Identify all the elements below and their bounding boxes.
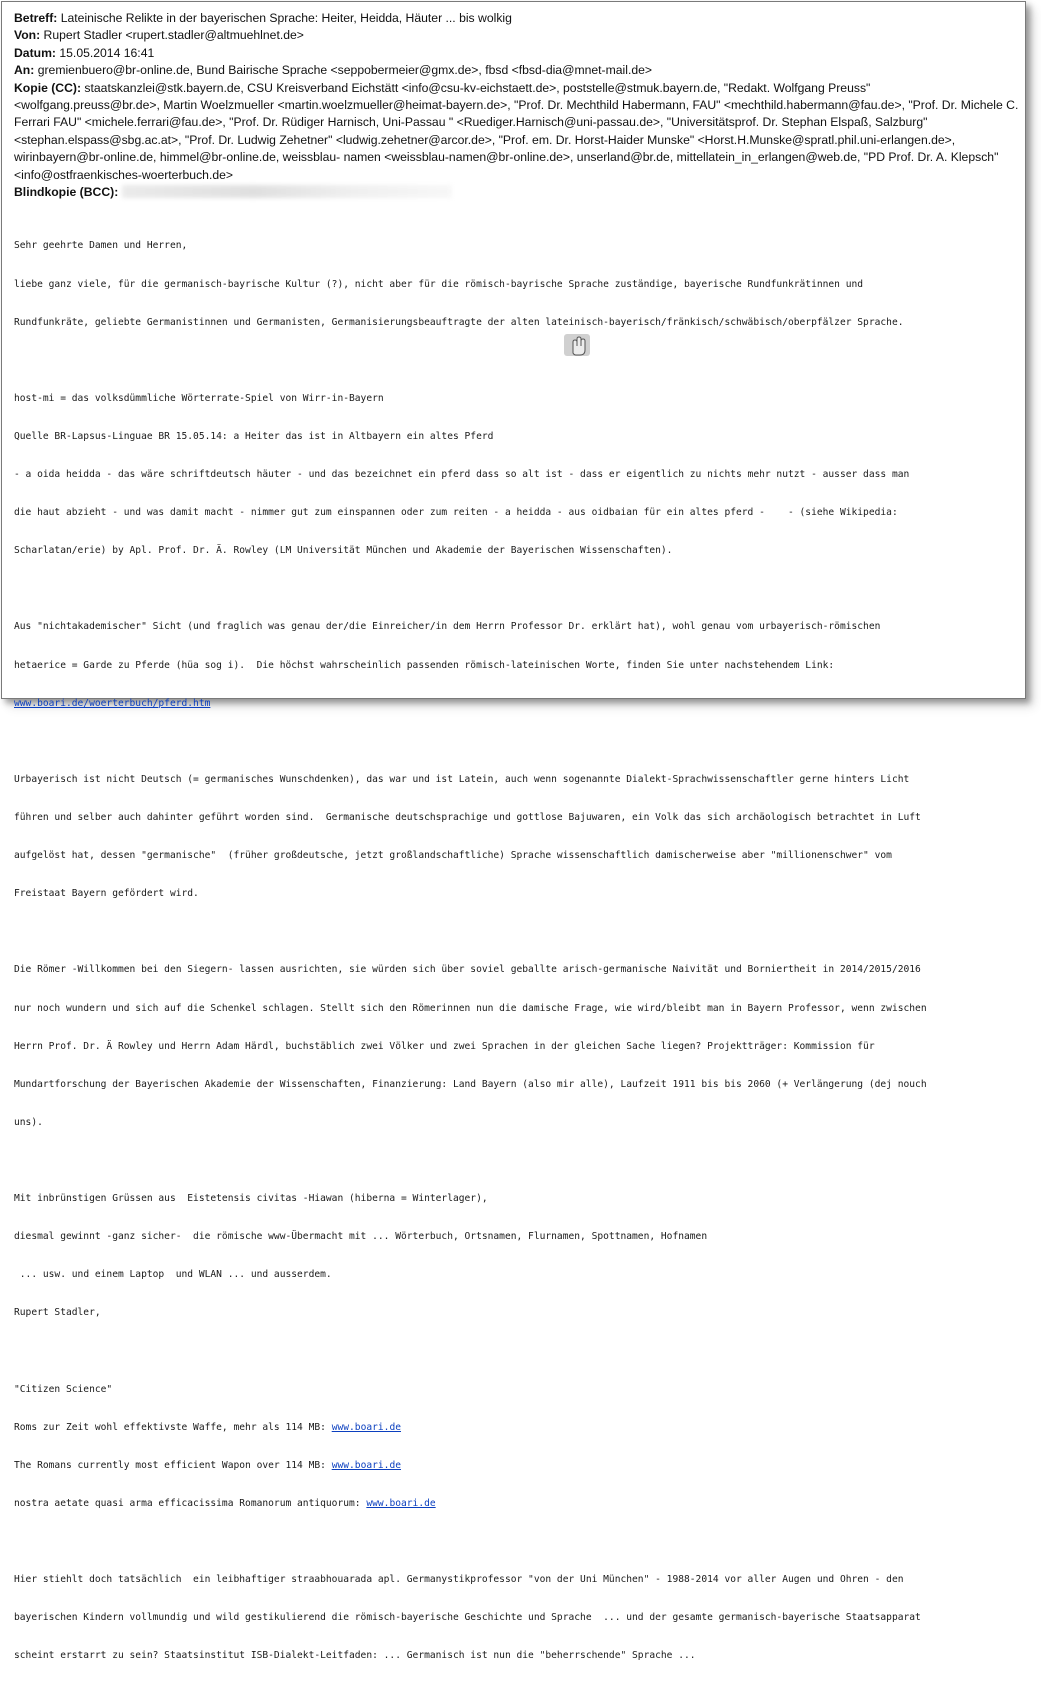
body-line: Quelle BR-Lapsus-Linguae BR 15.05.14: a Heiter das ist in Altbayern ein altes Pferd (14, 430, 494, 442)
email-body (14, 215, 1024, 1701)
urbayerisch-paragraph (14, 748, 1024, 926)
body-line: - a oida heidda - das wäre schriftdeutsch häuter - und das bezeichnet ein pferd dass so alt ist - dass er eigentlich zu nichts mehr nutzt - ausser dass man (14, 469, 910, 481)
to-row (14, 62, 1019, 79)
body-text: Roms zur Zeit wohl effektivste Waffe, mehr als 114 MB: (14, 1421, 332, 1433)
date-value: 15.05.2014 16:41 (55, 45, 155, 60)
subject-row (14, 10, 1019, 27)
pferd-link[interactable]: www.boari.de/woerterbuch/pferd.htm (14, 697, 211, 709)
body-line (14, 1460, 1024, 1473)
date-row (14, 45, 1019, 62)
from-value: Rupert Stadler <rupert.stadler@altmuehlnet.de> (40, 28, 304, 43)
from-row (14, 27, 1019, 44)
body-line-link (14, 698, 1024, 711)
body-line: bayerischen Kindern vollmundig und wild gestikulierend die römisch-bayerische Geschichte und Sprache ... und der gesamte germanisch-bayerische Staatsapparat (14, 1612, 921, 1624)
hand-cursor-icon (563, 331, 593, 359)
bcc-row (14, 184, 1019, 201)
body-line: die haut abzieht - und was damit macht - nimmer gut zum einspannen oder zum reiten - a heidda - aus oidbaian für ein altes pferd - - (siehe Wikipedia: (14, 507, 898, 519)
body-line: host-mi = das volksdümmliche Wörterrate-Spiel von Wirr-in-Bayern (14, 392, 384, 404)
nonacademic-paragraph (14, 596, 1024, 736)
bcc-redacted-value (122, 185, 452, 198)
body-line: Mundartforschung der Bayerischen Akademie der Wissenschaften, Finanzierung: Land Bayern (also mir alle), Laufzeit 1911 bis bis 2060 (+ Verlängerung (dej nouch (14, 1078, 927, 1090)
body-line: Hier stiehlt doch tatsächlich ein leibhaftiger straabhouarada apl. Germanystikprofessor "von der Uni München" - 1988-2014 vor aller Augen und Ohren - den (14, 1574, 904, 1586)
body-line: hetaerice = Garde zu Pferde (hüa sog i). Die höchst wahrscheinlich passenden römisch-lateinischen Worte, finden Sie unter nachstehendem Link: (14, 659, 835, 671)
subject-label: Betreff: (14, 11, 58, 25)
body-line: Sehr geehrte Damen und Herren, (14, 240, 188, 252)
boari-link[interactable]: www.boari.de (331, 1459, 401, 1471)
boari-link[interactable]: www.boari.de (366, 1497, 436, 1509)
date-label: Datum: (14, 45, 56, 60)
body-line: Aus "nichtakademischer" Sicht (und fraglich was genau der/die Einreicher/in dem Herrn Professor Dr. erklärt hat), wohl genau vom urbayerisch-römischen (14, 621, 881, 633)
body-line: führen und selber auch dahinter geführt worden sind. Germanische deutschsprachige und gottlose Bajuwaren, ein Volk das sich archäologisch betrachtet in Luft (14, 812, 921, 823)
body-line: Rundfunkräte, geliebte Germanistinnen und Germanisten, Germanisierungsbeauftragte der alten lateinisch-bayerisch/fränkisch/schwäbisch/oberpfälzer Sprache. (14, 316, 904, 328)
body-line: Urbayerisch ist nicht Deutsch (= germanisches Wunschdenken), das war und ist Latein, auch wenn sogenannte Dialekt-Sprachwissenschaftler gerne hinters Licht (14, 773, 910, 785)
body-line: Die Römer -Willkommen bei den Siegern- lassen ausrichten, sie würden sich über soviel geballte arisch-germanische Naivität und Borniertheit in 2014/2015/2016 (14, 964, 921, 976)
body-line: Scharlatan/erie) by Apl. Prof. Dr. Ä. Rowley (LM Universität München und Akademie der Bayerischen Wissenschaften). (14, 545, 673, 557)
body-line: uns). (14, 1116, 43, 1128)
body-line: diesmal gewinnt -ganz sicher- die römische www-Übermacht mit ... Wörterbuch, Ortsnamen, Flurnamen, Spottnamen, Hofnamen (14, 1231, 708, 1243)
boari-link[interactable]: www.boari.de (331, 1421, 401, 1433)
body-line: scheint erstarrt zu sein? Staatsinstitut ISB-Dialekt-Leitfaden: ... Germanisch ist nun die "beherrschende" Sprache ... (14, 1650, 696, 1662)
body-line: "Citizen Science" (14, 1383, 113, 1395)
closing-paragraph (14, 1168, 1024, 1346)
roemer-paragraph (14, 939, 1024, 1155)
bcc-label: Blindkopie (BCC): (14, 185, 119, 200)
body-line: Mit inbrünstigen Grüssen aus Eistetensis civitas -Hiawan (hiberna = Winterlager), (14, 1193, 488, 1205)
cc-label: Kopie (CC): (14, 80, 82, 95)
body-line: Freistaat Bayern gefördert wird. (14, 888, 199, 900)
final-paragraph (14, 1549, 1024, 1689)
subject-value: Lateinische Relikte in der bayerischen Sprache: Heiter, Heidda, Häuter ... bis wolkig (57, 11, 512, 25)
greeting-paragraph (14, 215, 1024, 355)
body-line: Herrn Prof. Dr. Ä Rowley und Herrn Adam Härdl, buchstäblich zwei Völker und zwei Sprachen in der gleichen Sache liegen? Projektträger: Kommission für (14, 1040, 875, 1052)
email-header (14, 10, 1019, 201)
to-value: gremienbuero@br-online.de, Bund Bairische Sprache <seppobermeier@gmx.de>, fbsd <fbsd-dia@mnet-mail.de> (34, 63, 653, 78)
body-line: liebe ganz viele, für die germanisch-bayrische Kultur (?), nicht aber für die römisch-bayrische Sprache zuständige, bayerische Rundfunkrätinnen und (14, 278, 864, 290)
to-label: An: (14, 63, 35, 78)
email-window (1, 1, 1026, 1662)
body-text: nostra aetate quasi arma efficacissima Romanorum antiquorum: (14, 1497, 367, 1509)
body-line: Rupert Stadler, (14, 1307, 101, 1319)
body-line: ... usw. und einem Laptop und WLAN ... und ausserdem. (14, 1269, 332, 1281)
body-line (14, 1422, 1024, 1435)
source-paragraph (14, 367, 1024, 583)
body-text: The Romans currently most efficient Wapon over 114 MB: (14, 1459, 332, 1471)
cc-value: staatskanzlei@stk.bayern.de, CSU Kreisverband Eichstätt <info@csu-kv-eichstaett.de>, poststelle@stmuk.bayern.de, "Redakt. Wolfgang Preuss" <wolfgang.preuss@br.de>, Martin Woelzmueller <martin.woelzmueller@heimat-bayern.de>, "Prof. Dr. Mechthild Habermann, FAU" <mechthild.habermann@fau.de>, "Prof. Dr. Michele C. Ferrari FAU" <michele.ferrari@fau.de>, "Prof. Dr. Rüdiger Harnisch, Uni-Passau " <Ruediger.Harnisch@uni-passau.de>, "Universitätsprof. Dr. Stephan Elspaß, Salzburg" <stephan.elspass@sbg.ac.at>, "Prof. Dr. Ludwig Zehetner" <ludwig.zehetner@arcor.de>, "Prof. em. Dr. Horst-Haider Munske" <Horst.H.Munske@spratl.phil.uni-erlangen.de>, wirinbayern@br-online.de, himmel@br-online.de, weissblau- namen <weissblau-namen@br-online.de>, unserland@br.de, mittellatein_in_erlangen@web.de, "PD Prof. Dr. A. Klepsch" <info@ostfraenkisches-woerterbuch.de> (14, 80, 1019, 182)
body-line (14, 1498, 1024, 1511)
citizen-science-paragraph (14, 1358, 1024, 1536)
body-line: nur noch wundern und sich auf die Schenkel schlagen. Stellt sich den Römerinnen nun die damische Frage, wie wird/bleibt man in Bayern Professor, wenn zwischen (14, 1002, 927, 1014)
from-label: Von: (14, 28, 41, 43)
cc-row (14, 80, 1019, 184)
body-line: aufgelöst hat, dessen "germanische" (früher großdeutsche, jetzt großlandschaftliche) Sprache wissenschaftlich damischerweise aber "millionenschwer" vom (14, 850, 892, 862)
